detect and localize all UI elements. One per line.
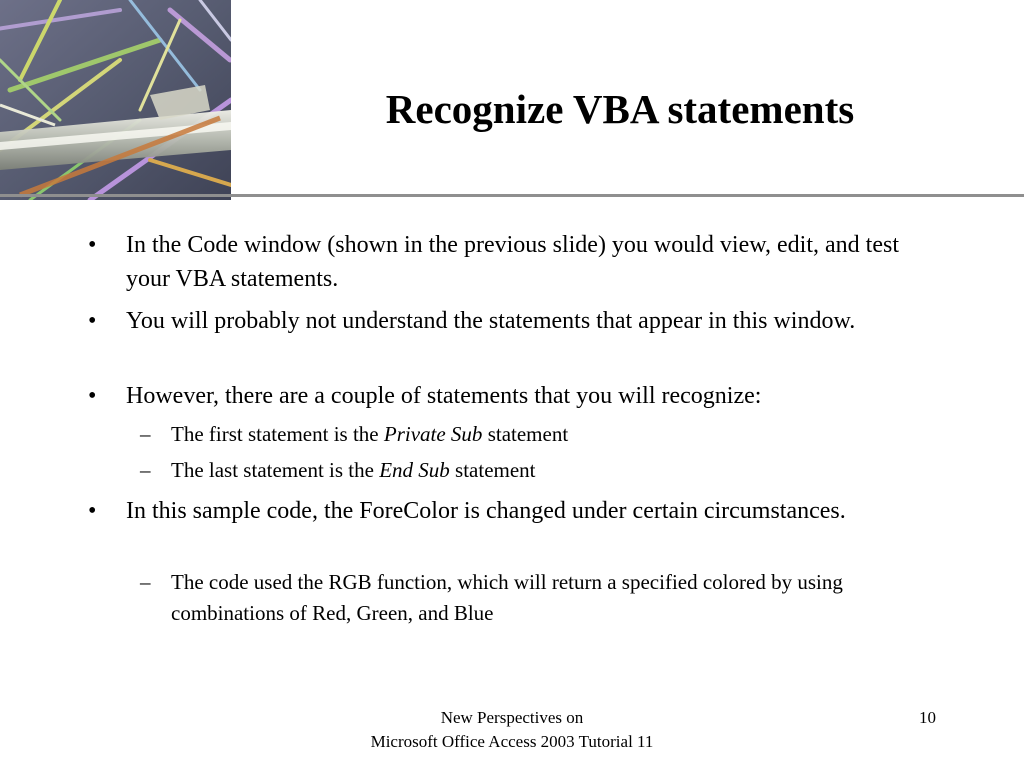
bullet-text: However, there are a couple of statements that you will recognize: (126, 383, 762, 409)
bullet-mark: • (88, 232, 97, 258)
bullet-mark: • (88, 308, 97, 334)
footer-line-1: New Perspectives on (440, 708, 584, 727)
keyword-end-sub: End Sub (379, 458, 450, 482)
sub-bullet-text: statement (449, 458, 536, 482)
sub-bullet-text: The first statement is the (171, 422, 384, 446)
bullet-text: You will probably not understand the statements that appear in this window. (126, 308, 856, 334)
page-number: 10 (919, 708, 936, 727)
footer-line-2: Microsoft Office Access 2003 Tutorial 11 (370, 732, 654, 751)
sub-bullet-text: statement (482, 422, 569, 446)
abstract-glass-photo (0, 0, 231, 200)
sub-bullet-mark: – (140, 570, 151, 594)
sub-bullet-text: The code used the RGB function, which will return a specified colored by using combinations of Red, Green, and Blue (171, 570, 843, 625)
bullet-4 (88, 494, 918, 528)
bullet-text: In this sample code, the ForeColor is changed under certain circumstances. (126, 498, 846, 524)
sub-bullet-end-sub (140, 455, 940, 486)
bullet-mark: • (88, 498, 97, 524)
header-photo (0, 0, 231, 200)
bullet-1 (88, 228, 918, 296)
sub-bullet-mark: – (140, 422, 151, 446)
slide-title: Recognize VBA statements (385, 86, 855, 132)
bullet-text: In the Code window (shown in the previous slide) you would view, edit, and test your VBA statements. (126, 232, 899, 292)
sub-bullet-mark: – (140, 458, 151, 482)
footer (312, 706, 712, 754)
bullet-mark: • (88, 383, 97, 409)
bullet-2 (88, 304, 918, 338)
bullet-3 (88, 379, 918, 413)
title-divider (0, 194, 1024, 197)
keyword-private-sub: Private Sub (383, 422, 483, 446)
sub-bullet-private-sub (140, 419, 940, 450)
sub-bullet-text: The last statement is the (171, 458, 380, 482)
sub-bullet-rgb (140, 567, 940, 629)
